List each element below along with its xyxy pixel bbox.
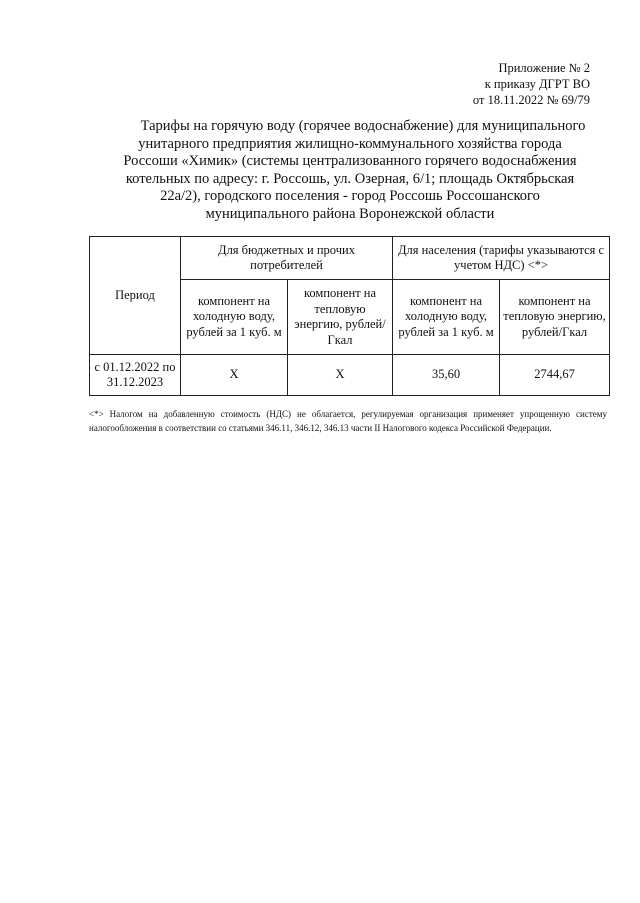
appendix-date: от 18.11.2022 № 69/79 xyxy=(472,93,590,107)
title-line-3: Россоши «Химик» (системы централизованного горячего водоснабжения xyxy=(123,153,577,169)
table-header-row xyxy=(90,237,610,280)
document-title xyxy=(95,118,605,223)
appendix-reference xyxy=(473,60,590,108)
population-cold-water-value: 35,60 xyxy=(393,355,500,396)
budget-heat-energy-value: X xyxy=(288,355,393,396)
population-heat-energy-header: компонент на тепловую энергию, рублей/Гкал xyxy=(500,280,610,355)
budget-cold-water-value: X xyxy=(181,355,288,396)
period-header: Период xyxy=(90,237,181,355)
population-header: Для населения (тарифы указываются с учетом НДС) <*> xyxy=(393,237,610,280)
period-cell: с 01.12.2022 по 31.12.2023 xyxy=(90,355,181,396)
footnote: <*> Налогом на добавленную стоимость (НДС) не облагается, регулируемая организация применяет упрощенную систему налогообложения в соответствии со статьями 346.11, 346.12, 346.13 части II Налогового кодекса Российской Федерации. xyxy=(89,409,607,433)
population-cold-water-header: компонент на холодную воду, рублей за 1 куб. м xyxy=(393,280,500,355)
title-line-4: котельных по адресу: г. Россошь, ул. Озерная, 6/1; площадь Октябрьская xyxy=(125,170,575,187)
title-line-5: 22а/2), городского поселения - город Россошь Россошанского xyxy=(160,188,540,204)
budget-cold-water-header: компонент на холодную воду, рублей за 1 куб. м xyxy=(181,280,288,355)
budget-consumers-header: Для бюджетных и прочих потребителей xyxy=(181,237,393,280)
table-row xyxy=(90,355,610,396)
title-line-2: унитарного предприятия жилищно-коммунального хозяйства города xyxy=(138,135,562,152)
population-heat-energy-value: 2744,67 xyxy=(500,355,610,396)
budget-heat-energy-header: компонент на тепловую энергию, рублей/Гкал xyxy=(288,280,393,355)
tariff-table xyxy=(89,236,610,396)
title-line-6: муниципального района Воронежской области xyxy=(205,205,495,222)
appendix-number: Приложение № 2 xyxy=(498,61,590,75)
appendix-order: к приказу ДГРТ ВО xyxy=(484,77,590,91)
title-line-1: Тарифы на горячую воду (горячее водоснабжение) для муниципального xyxy=(140,118,586,134)
